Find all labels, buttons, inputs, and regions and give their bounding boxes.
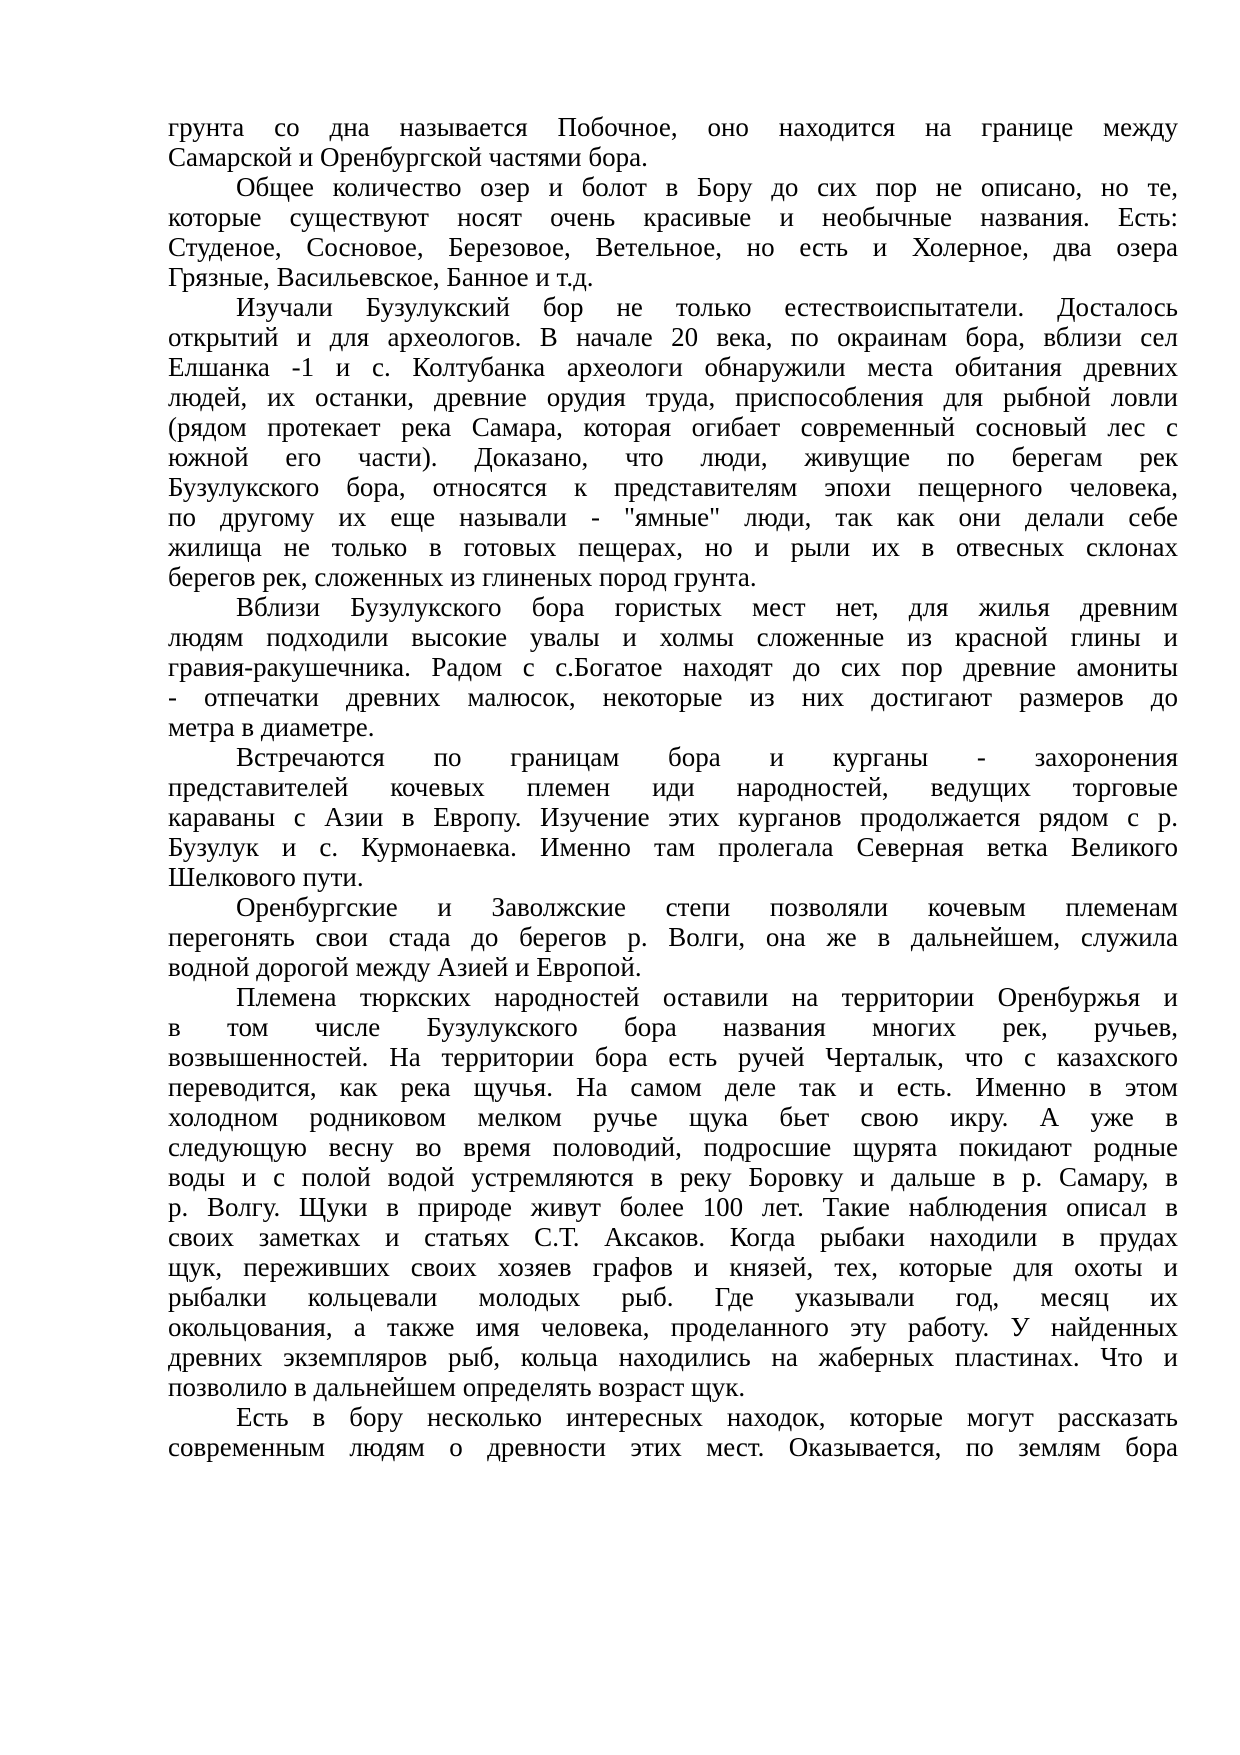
text-line: позволило в дальнейшем определять возраст щук. xyxy=(168,1372,746,1402)
text-line: Встречаются по границам бора и курганы - захоронения xyxy=(236,742,1178,772)
text-line: р. Волгу. Щуки в природе живут более 100 лет. Такие наблюдения описал в xyxy=(168,1192,1178,1222)
text-line: в том числе Бузулукского бора названия многих рек, ручьев, xyxy=(168,1012,1178,1042)
text-line: метра в диаметре. xyxy=(168,712,375,742)
text-line: перегонять свои стада до берегов р. Волги, она же в дальнейшем, служила xyxy=(168,922,1178,952)
text-line: водной дорогой между Азией и Европой. xyxy=(168,952,642,982)
paragraph xyxy=(168,592,1178,742)
text-line: Есть в бору несколько интересных находок, которые могут рассказать xyxy=(236,1402,1178,1432)
text-line: щук, переживших своих хозяев графов и князей, тех, которые для охоты и xyxy=(168,1252,1178,1282)
text-line: которые существуют носят очень красивые и необычные названия. Есть: xyxy=(168,202,1178,232)
paragraph xyxy=(168,742,1178,892)
text-line: современным людям о древности этих мест. Оказывается, по землям бора xyxy=(168,1432,1178,1462)
text-line: людям подходили высокие увалы и холмы сложенные из красной глины и xyxy=(168,622,1178,652)
text-line: открытий и для археологов. В начале 20 века, по окраинам бора, вблизи сел xyxy=(168,322,1178,352)
paragraph xyxy=(168,172,1178,292)
text-line: южной его части). Доказано, что люди, живущие по берегам рек xyxy=(168,442,1178,472)
text-line: Бузулук и с. Курмонаевка. Именно там пролегала Северная ветка Великого xyxy=(168,832,1178,862)
text-line: переводится, как река щучья. На самом деле так и есть. Именно в этом xyxy=(168,1072,1178,1102)
text-line: Бузулукского бора, относятся к представителям эпохи пещерного человека, xyxy=(168,472,1178,502)
text-line: представителей кочевых племен иди народностей, ведущих торговые xyxy=(168,772,1178,802)
text-line: воды и с полой водой устремляются в реку Боровку и дальше в р. Самару, в xyxy=(168,1162,1178,1192)
text-line: людей, их останки, древние орудия труда, приспособления для рыбной ловли xyxy=(168,382,1178,412)
text-line: по другому их еще называли - "ямные" люди, так как они делали себе xyxy=(168,502,1178,532)
paragraph xyxy=(168,1402,1178,1462)
text-line: Племена тюркских народностей оставили на территории Оренбуржья и xyxy=(236,982,1178,1012)
text-line: Шелкового пути. xyxy=(168,862,364,892)
paragraph xyxy=(168,112,1178,172)
text-line: Оренбургские и Заволжские степи позволяли кочевым племенам xyxy=(236,892,1178,922)
paragraph xyxy=(168,982,1178,1402)
text-line: холодном родниковом мелком ручье щука бьет свою икру. А уже в xyxy=(168,1102,1178,1132)
text-line: рыбалки кольцевали молодых рыб. Где указывали год, месяц их xyxy=(168,1282,1178,1312)
text-line: Елшанка -1 и с. Колтубанка археологи обнаружили места обитания древних xyxy=(168,352,1178,382)
text-line: Самарской и Оренбургской частями бора. xyxy=(168,142,648,172)
text-line: жилища не только в готовых пещерах, но и рыли их в отвесных склонах xyxy=(168,532,1178,562)
text-line: - отпечатки древних малюсок, некоторые из них достигают размеров до xyxy=(168,682,1178,712)
text-line: окольцования, а также имя человека, проделанного эту работу. У найденных xyxy=(168,1312,1178,1342)
text-line: возвышенностей. На территории бора есть ручей Черталык, что с казахского xyxy=(168,1042,1178,1072)
text-line: своих заметках и статьях С.Т. Аксаков. Когда рыбаки находили в прудах xyxy=(168,1222,1178,1252)
text-line: следующую весну во время половодий, подросшие щурята покидают родные xyxy=(168,1132,1178,1162)
text-line: грунта со дна называется Побочное, оно находится на границе между xyxy=(168,112,1178,142)
text-line: Грязные, Васильевское, Банное и т.д. xyxy=(168,262,594,292)
paragraph xyxy=(168,292,1178,592)
text-line: Вблизи Бузулукского бора гористых мест нет, для жилья древним xyxy=(236,592,1178,622)
document-text xyxy=(168,112,1178,1462)
text-line: Общее количество озер и болот в Бору до сих пор не описано, но те, xyxy=(236,172,1178,202)
text-line: Студеное, Сосновое, Березовое, Ветельное, но есть и Холерное, два озера xyxy=(168,232,1178,262)
text-line: древних экземпляров рыб, кольца находились на жаберных пластинах. Что и xyxy=(168,1342,1178,1372)
text-line: гравия-ракушечника. Радом с с.Богатое находят до сих пор древние амониты xyxy=(168,652,1178,682)
text-line: берегов рек, сложенных из глиненых пород грунта. xyxy=(168,562,757,592)
text-line: Изучали Бузулукский бор не только естествоиспытатели. Досталось xyxy=(236,292,1178,322)
paragraph xyxy=(168,892,1178,982)
text-line: (рядом протекает река Самара, которая огибает современный сосновый лес с xyxy=(168,412,1178,442)
text-line: караваны с Азии в Европу. Изучение этих курганов продолжается рядом с р. xyxy=(168,802,1178,832)
